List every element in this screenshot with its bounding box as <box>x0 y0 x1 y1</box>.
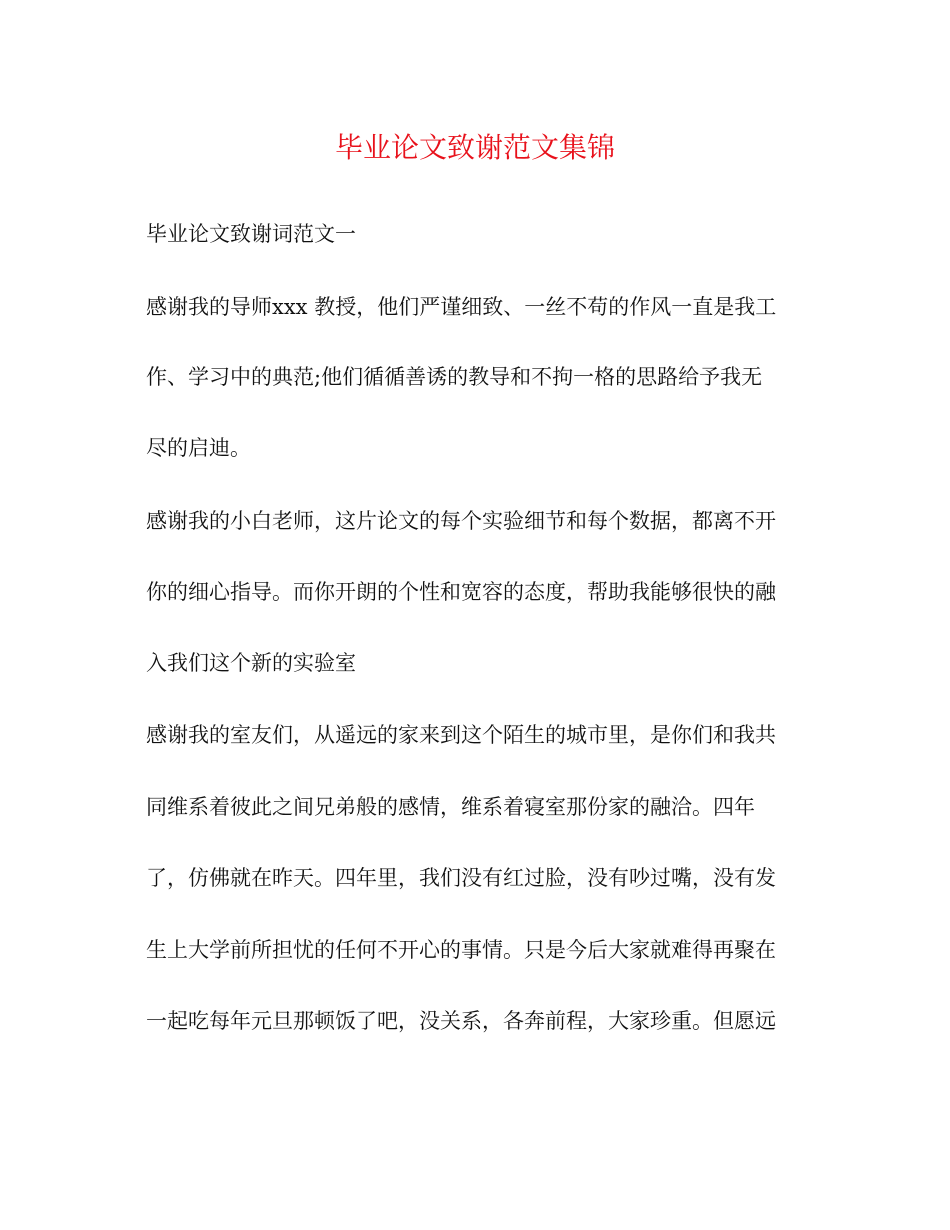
document-title: 毕业论文致谢范文集锦 <box>334 131 615 164</box>
text-line: 感谢我的导师xxx 教授，他们严谨细致、一丝不苟的作风一直是我工 <box>146 295 777 319</box>
text-line: 生上大学前所担忧的任何不开心的事情。只是今后大家就难得再聚在 <box>146 938 776 962</box>
text-line: 同维系着彼此之间兄弟般的感情，维系着寝室那份家的融洽。四年 <box>146 795 755 819</box>
text-line: 你的细心指导。而你开朗的个性和宽容的态度，帮助我能够很快的融 <box>146 580 776 604</box>
text-line: 尽的启迪。 <box>146 436 251 460</box>
text-line: 感谢我的室友们，从遥远的家来到这个陌生的城市里，是你们和我共 <box>146 723 776 747</box>
text-line: 作、学习中的典范;他们循循善诱的教导和不拘一格的思路给予我无 <box>146 365 763 389</box>
text-line: 入我们这个新的实验室 <box>146 651 356 675</box>
text-line: 感谢我的小白老师，这片论文的每个实验细节和每个数据，都离不开 <box>146 509 776 533</box>
text-line: 一起吃每年元旦那顿饭了吧，没关系，各奔前程，大家珍重。但愿远 <box>146 1009 776 1033</box>
section-heading: 毕业论文致谢词范文一 <box>146 222 356 246</box>
text-line: 了，仿佛就在昨天。四年里，我们没有红过脸，没有吵过嘴，没有发 <box>146 866 776 890</box>
